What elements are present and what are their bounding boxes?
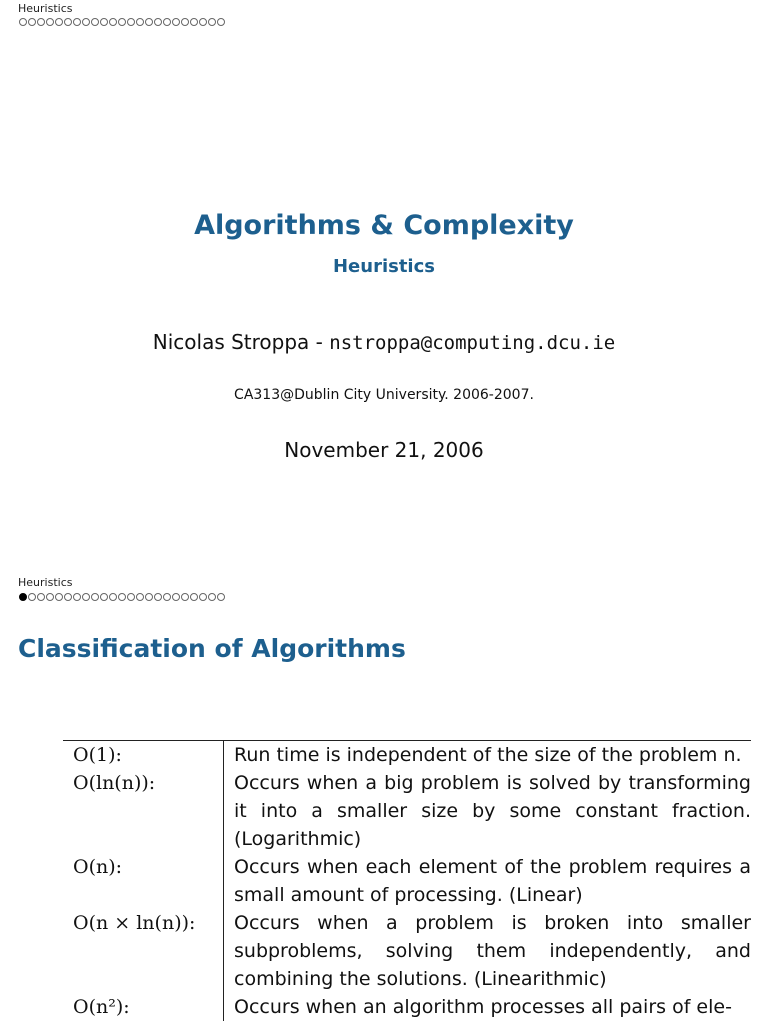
progress-dot[interactable]	[19, 593, 27, 601]
progress-dot[interactable]	[127, 18, 135, 26]
progress-dot[interactable]	[154, 593, 162, 601]
section-header: Heuristics	[18, 2, 73, 15]
frame-title: Classification of Algorithms	[18, 634, 406, 663]
progress-dot[interactable]	[91, 593, 99, 601]
progress-dot[interactable]	[172, 593, 180, 601]
complexity-description: Occurs when an algorithm processes all pairs of ele-	[234, 996, 732, 1018]
section-header: Heuristics	[18, 576, 73, 589]
progress-dot[interactable]	[145, 593, 153, 601]
progress-dot[interactable]	[190, 18, 198, 26]
author-name: Nicolas Stroppa -	[152, 330, 330, 354]
progress-dot[interactable]	[64, 18, 72, 26]
author-line	[0, 330, 768, 354]
content-slide	[0, 512, 768, 1024]
progress-dot[interactable]	[64, 593, 72, 601]
table-row	[63, 853, 751, 909]
progress-dot[interactable]	[136, 18, 144, 26]
complexity-symbol: O(n × ln(n)):	[63, 909, 224, 993]
progress-dot[interactable]	[73, 18, 81, 26]
progress-dot[interactable]	[199, 593, 207, 601]
progress-dot[interactable]	[19, 18, 27, 26]
progress-dot[interactable]	[181, 593, 189, 601]
table-row	[63, 769, 751, 853]
complexity-description: Occurs when a problem is broken into smaller subproblems, solving them independently, and combining the solutions. (Linearithmic)	[234, 912, 751, 990]
complexity-description: Occurs when each element of the problem requires a small amount of processing. (Linear)	[234, 856, 751, 906]
progress-dot[interactable]	[28, 593, 36, 601]
progress-dot[interactable]	[100, 18, 108, 26]
progress-dot[interactable]	[55, 18, 63, 26]
progress-dot[interactable]	[127, 593, 135, 601]
table-row	[63, 909, 751, 993]
progress-dot[interactable]	[109, 593, 117, 601]
presentation-date: November 21, 2006	[284, 438, 484, 462]
progress-dot[interactable]	[46, 18, 54, 26]
progress-dot[interactable]	[100, 593, 108, 601]
presentation-title: Algorithms & Complexity	[194, 210, 574, 241]
progress-dot[interactable]	[82, 18, 90, 26]
complexity-table	[63, 741, 751, 1021]
progress-dot[interactable]	[154, 18, 162, 26]
presentation-subtitle: Heuristics	[332, 256, 435, 277]
progress-dot[interactable]	[73, 593, 81, 601]
progress-dot[interactable]	[199, 18, 207, 26]
progress-dots	[19, 593, 225, 603]
progress-dot[interactable]	[109, 18, 117, 26]
progress-dot[interactable]	[190, 593, 198, 601]
progress-dot[interactable]	[28, 18, 36, 26]
progress-dot[interactable]	[181, 18, 189, 26]
progress-dot[interactable]	[82, 593, 90, 601]
institution: CA313@Dublin City University. 2006-2007.	[234, 387, 534, 403]
complexity-symbol: O(n²):	[63, 993, 224, 1021]
complexity-symbol: O(n):	[63, 853, 224, 909]
progress-dot[interactable]	[172, 18, 180, 26]
progress-dot[interactable]	[163, 18, 171, 26]
progress-dot[interactable]	[37, 18, 45, 26]
progress-dot[interactable]	[208, 18, 216, 26]
complexity-symbol: O(1):	[63, 741, 224, 769]
progress-dot[interactable]	[163, 593, 171, 601]
complexity-description: Run time is independent of the size of the problem n.	[234, 744, 742, 766]
progress-dot[interactable]	[55, 593, 63, 601]
complexity-description: Occurs when a big problem is solved by transforming it into a smaller size by some constant fraction. (Logarithmic)	[234, 772, 751, 850]
progress-dot[interactable]	[37, 593, 45, 601]
progress-dot[interactable]	[208, 593, 216, 601]
progress-dot[interactable]	[118, 593, 126, 601]
table-row	[63, 741, 751, 769]
author-email: nstroppa@computing.dcu.ie	[329, 332, 616, 354]
complexity-symbol: O(ln(n)):	[63, 769, 224, 853]
progress-dots	[19, 18, 225, 28]
progress-dot[interactable]	[217, 593, 225, 601]
progress-dot[interactable]	[46, 593, 54, 601]
progress-dot[interactable]	[91, 18, 99, 26]
progress-dot[interactable]	[217, 18, 225, 26]
progress-dot[interactable]	[145, 18, 153, 26]
progress-dot[interactable]	[136, 593, 144, 601]
table-row	[63, 993, 751, 1021]
progress-dot[interactable]	[118, 18, 126, 26]
